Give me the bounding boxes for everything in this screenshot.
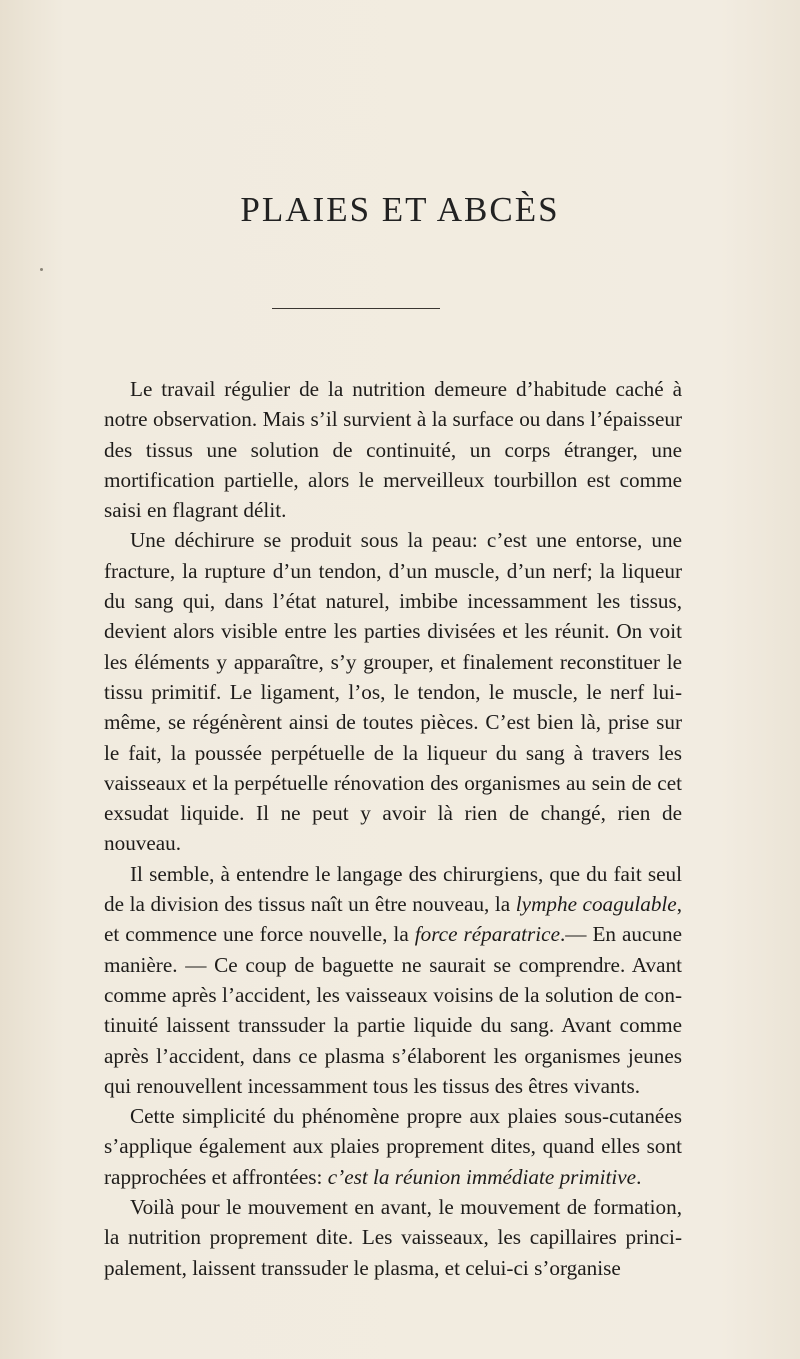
body-text (104, 374, 682, 1283)
paragraph (104, 374, 682, 525)
italic-phrase: force réparatrice (414, 922, 560, 947)
italic-phrase: lymphe coagulable (515, 892, 677, 917)
text-run: Cette simplicité du phénomène propre aux plaies sous-cutanées s’applique également aux plaies proprement dites, quand elles sont rapprochées et affrontées: (104, 1104, 682, 1189)
text-run: . (636, 1164, 642, 1189)
text-run: Il semble, à entendre le langage des chirurgiens, que du fait seul de la division des tissus naît un être nouveau, la (104, 861, 682, 917)
text-run: Le travail régulier de la nutrition demeure d’habitude caché à notre observation. Mais s’il survient à la surface ou dans l’épaisseur des tissus une solution de continuité, un corps étranger, une mortification partielle, alors le merveilleux tourbillon est comme saisi en flagrant délit. (104, 377, 682, 523)
text-run: .— En aucune manière. — Ce coup de baguette ne saurait se comprendre. Avant comme après l’accident, les vaisseaux voisins de la solution de continuité laissent transsuder la partie liquide du sang. Avant comme après l’accident, dans ce plasma s’élaborent les organismes jeunes qui renouvellent incessamment tous les tissus des êtres vivants. (104, 922, 683, 1098)
italic-phrase: c’est la réunion immédiate primitive (327, 1164, 637, 1189)
paragraph (104, 1101, 682, 1192)
page-speck (40, 268, 43, 271)
text-run: Une déchirure se produit sous la peau: c’est une entorse, une fracture, la rupture d’un tendon, d’un muscle, d’un nerf; la liqueur du sang qui, dans l’état naturel, imbibe incessamment les tissus, devient alors visible entre les parties divisées et les réunit. On voit les éléments y apparaître, s’y grouper, et finalement reconstituer le tissu primitif. Le ligament, l’os, le tendon, le muscle, le nerf lui-même, se régénèrent ainsi de toutes pièces. C’est bien là, prise sur le fait, la poussée perpétuelle de la liqueur du sang à travers les vaisseaux et la perpétuelle rénovation des organismes au sein de cet exsudat liquide. Il ne peut y avoir là rien de changé, rien de nouveau. (104, 528, 682, 856)
chapter-title: PLAIES ET ABCÈS (240, 190, 560, 229)
text-run: Voilà pour le mouvement en avant, le mouvement de formation, la nutrition proprement dite. Les vaisseaux, les capillaires principalement, laissent transsuder le plasma, et celui-ci s’organise (104, 1195, 682, 1280)
paragraph (104, 1192, 682, 1283)
text-run: , et commence une force nouvelle, la (104, 892, 683, 947)
paragraph (104, 525, 682, 858)
paragraph (104, 859, 682, 1101)
title-rule (272, 308, 440, 309)
